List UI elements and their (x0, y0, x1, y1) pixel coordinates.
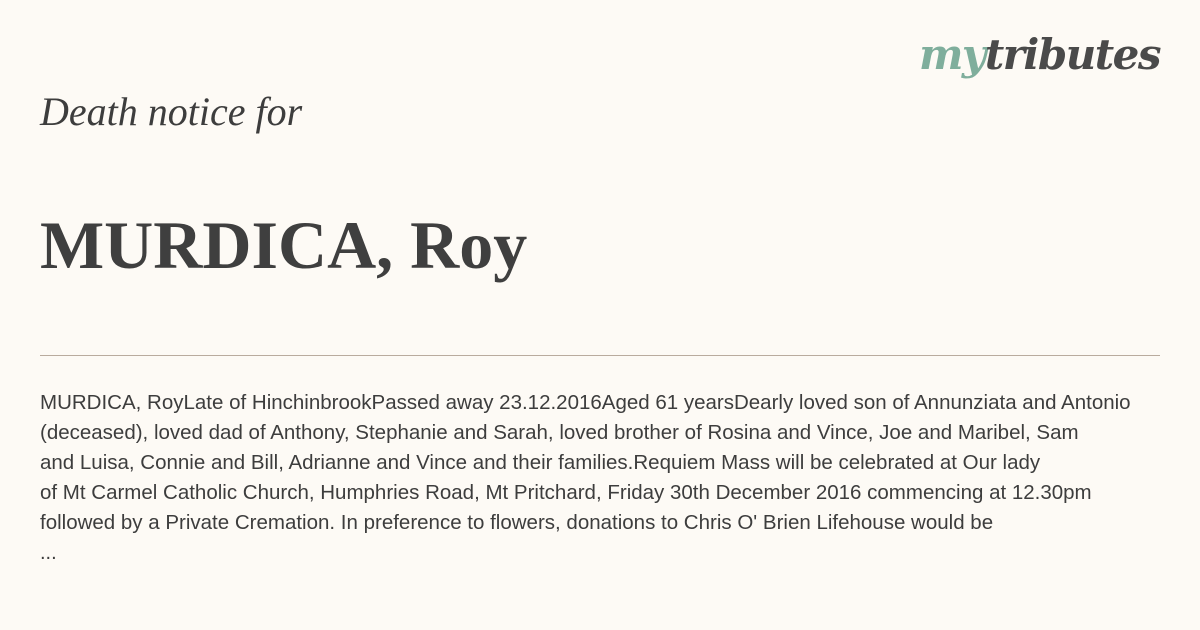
notice-line: (deceased), loved dad of Anthony, Stephanie and Sarah, loved brother of Rosina and Vince, Joe and Maribel, Sam (40, 421, 1079, 444)
logo-my: my (918, 30, 985, 79)
notice-ellipsis: ... (40, 542, 57, 564)
notice-line: of Mt Carmel Catholic Church, Humphries Road, Mt Pritchard, Friday 30th December 2016 commencing at 12.30pm (40, 481, 1092, 504)
death-notice-heading: Death notice for (40, 89, 303, 134)
notice-line: followed by a Private Cremation. In preference to flowers, donations to Chris O' Brien Lifehouse would be (40, 511, 994, 534)
logo-tributes: tributes (984, 30, 1160, 79)
deceased-name: MURDICA, Roy (40, 207, 528, 283)
notice-text (40, 388, 1190, 538)
mytributes-logo[interactable] (918, 30, 1160, 79)
divider (40, 355, 1160, 356)
notice-line: MURDICA, RoyLate of HinchinbrookPassed away 23.12.2016Aged 61 yearsDearly loved son of Annunziata and Antonio (40, 391, 1131, 414)
notice-line: and Luisa, Connie and Bill, Adrianne and Vince and their families.Requiem Mass will be celebrated at Our lady (40, 451, 1041, 474)
